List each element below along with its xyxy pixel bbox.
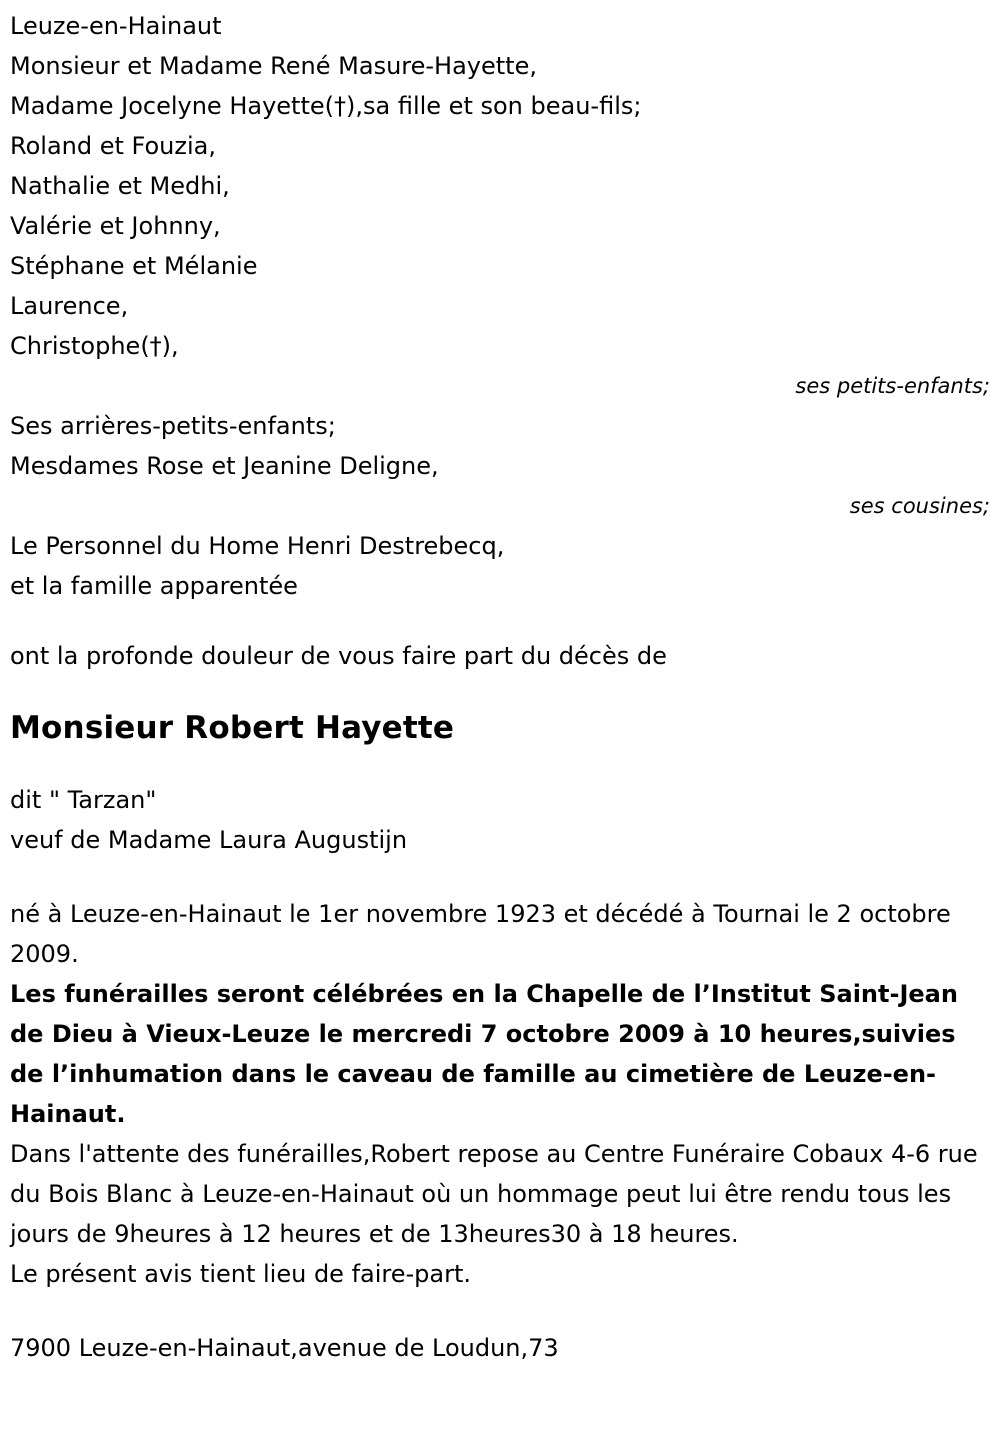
family-line-parents: Monsieur et Madame René Masure-Hayette, <box>10 52 537 80</box>
funeral-details-paragraph: Les funérailles seront célébrées en la Chapelle de l’Institut Saint-Jean de Dieu à Vieux-Leuze le mercredi 7 octobre 2009 à 10 heures,suivies de l’inhumation dans le caveau de famille au cimetière de Leuze-en-Hainaut. <box>10 980 958 1128</box>
family-line-daughter: Madame Jocelyne Hayette(†),sa fille et son beau-fils; <box>10 92 642 120</box>
spouse-line: veuf de Madame Laura Augustijn <box>10 826 408 854</box>
birth-death-paragraph: né à Leuze-en-Hainaut le 1er novembre 1923 et décédé à Tournai le 2 octobre 2009. <box>10 900 951 968</box>
great-grandchildren-line: Ses arrières-petits-enfants; <box>10 412 336 440</box>
family-line-roland: Roland et Fouzia, <box>10 132 216 160</box>
cousins-label: ses cousines; <box>849 494 990 518</box>
spacer-before-details <box>10 860 990 894</box>
grandchildren-label: ses petits-enfants; <box>795 374 990 398</box>
notice-paragraph: Le présent avis tient lieu de faire-part. <box>10 1260 472 1288</box>
cousins-line: Mesdames Rose et Jeanine Deligne, <box>10 452 439 480</box>
family-line-laurence: Laurence, <box>10 292 129 320</box>
family-line-nathalie: Nathalie et Medhi, <box>10 172 230 200</box>
spacer-before-intro <box>10 606 990 636</box>
locality-line: Leuze-en-Hainaut <box>10 12 222 40</box>
footer-address: 7900 Leuze-en-Hainaut,avenue de Loudun,73 <box>10 1334 559 1362</box>
family-line-christophe: Christophe(†), <box>10 332 179 360</box>
spacer-before-name <box>10 676 990 706</box>
notice-content <box>10 6 990 1368</box>
related-family-line: et la famille apparentée <box>10 572 298 600</box>
announcement-intro: ont la profonde douleur de vous faire part du décès de <box>10 642 667 670</box>
deceased-name: Monsieur Robert Hayette <box>10 710 455 746</box>
nickname-line: dit " Tarzan" <box>10 786 157 814</box>
spacer-after-name <box>10 750 990 780</box>
family-line-valerie: Valérie et Johnny, <box>10 212 221 240</box>
spacer-before-footer <box>10 1294 990 1328</box>
staff-line: Le Personnel du Home Henri Destrebecq, <box>10 532 505 560</box>
family-line-stephane: Stéphane et Mélanie <box>10 252 258 280</box>
viewing-paragraph: Dans l'attente des funérailles,Robert repose au Centre Funéraire Cobaux 4-6 rue du Bois Blanc à Leuze-en-Hainaut où un hommage peut lui être rendu tous les jours de 9heures à 12 heures et de 13heures30 à 18 heures. <box>10 1140 978 1248</box>
